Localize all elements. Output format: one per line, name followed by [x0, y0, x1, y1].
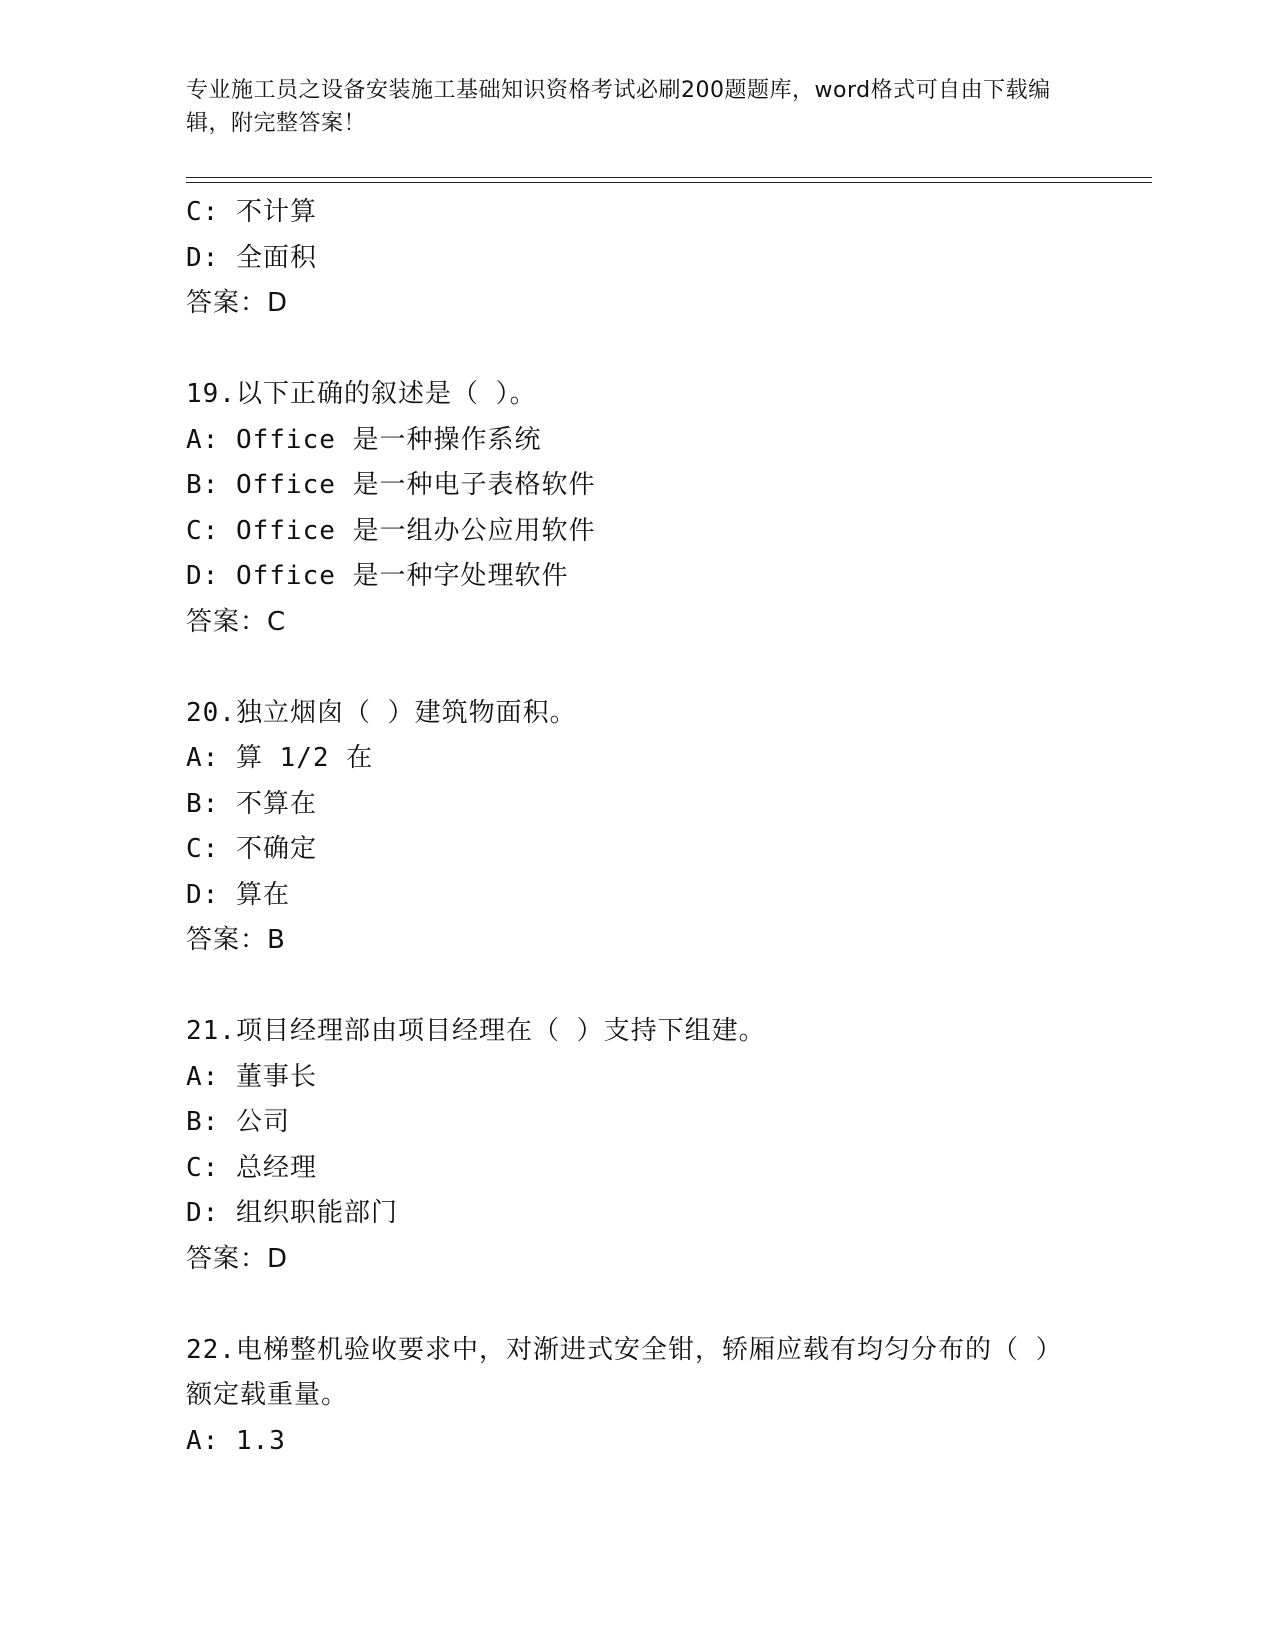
spacer — [186, 327, 1152, 373]
header-divider-bottom — [186, 182, 1152, 183]
answer-line: 答案：B — [186, 925, 286, 955]
question-line: 21.项目经理部由项目经理在（ ）支持下组建。 — [186, 1016, 766, 1046]
option-line: A: 算 1/2 在 — [186, 743, 374, 773]
option-line: A: 1.3 — [186, 1425, 286, 1456]
option-line: B: 不算在 — [186, 788, 317, 819]
answer-line: 答案：C — [186, 606, 287, 637]
option-line: A: Office 是一种操作系统 — [186, 424, 542, 455]
option-line: A: 董事长 — [186, 1061, 317, 1092]
option-line: C: 不确定 — [186, 834, 317, 864]
option-line: D: 全面积 — [186, 242, 317, 273]
question-line: 22.电梯整机验收要求中，对渐进式安全钳，轿厢应载有均匀分布的（ ）额定载重量。 — [186, 1334, 1063, 1410]
spacer — [186, 645, 1152, 691]
document-body — [186, 190, 1152, 1464]
option-line: C: Office 是一组办公应用软件 — [186, 515, 596, 546]
spacer — [186, 964, 1152, 1010]
option-line: D: 算在 — [186, 879, 290, 910]
answer-line: 答案：D — [186, 1243, 289, 1274]
option-line: C: 不计算 — [186, 197, 317, 227]
option-line: B: Office 是一种电子表格软件 — [186, 470, 596, 500]
option-line: C: 总经理 — [186, 1152, 317, 1183]
answer-line: 答案：D — [186, 288, 289, 318]
option-line: D: 组织职能部门 — [186, 1198, 398, 1228]
document-header: 专业施工员之设备安装施工基础知识资格考试必刷200题题库，word格式可自由下载编辑，附完整答案！ — [186, 78, 1051, 136]
option-line: B: 公司 — [186, 1107, 290, 1137]
header-divider-top — [186, 177, 1152, 178]
option-line: D: Office 是一种字处理软件 — [186, 561, 569, 591]
question-line: 20.独立烟囱（ ）建筑物面积。 — [186, 697, 577, 728]
question-line: 19.以下正确的叙述是（ ）。 — [186, 379, 537, 409]
spacer — [186, 1282, 1152, 1328]
